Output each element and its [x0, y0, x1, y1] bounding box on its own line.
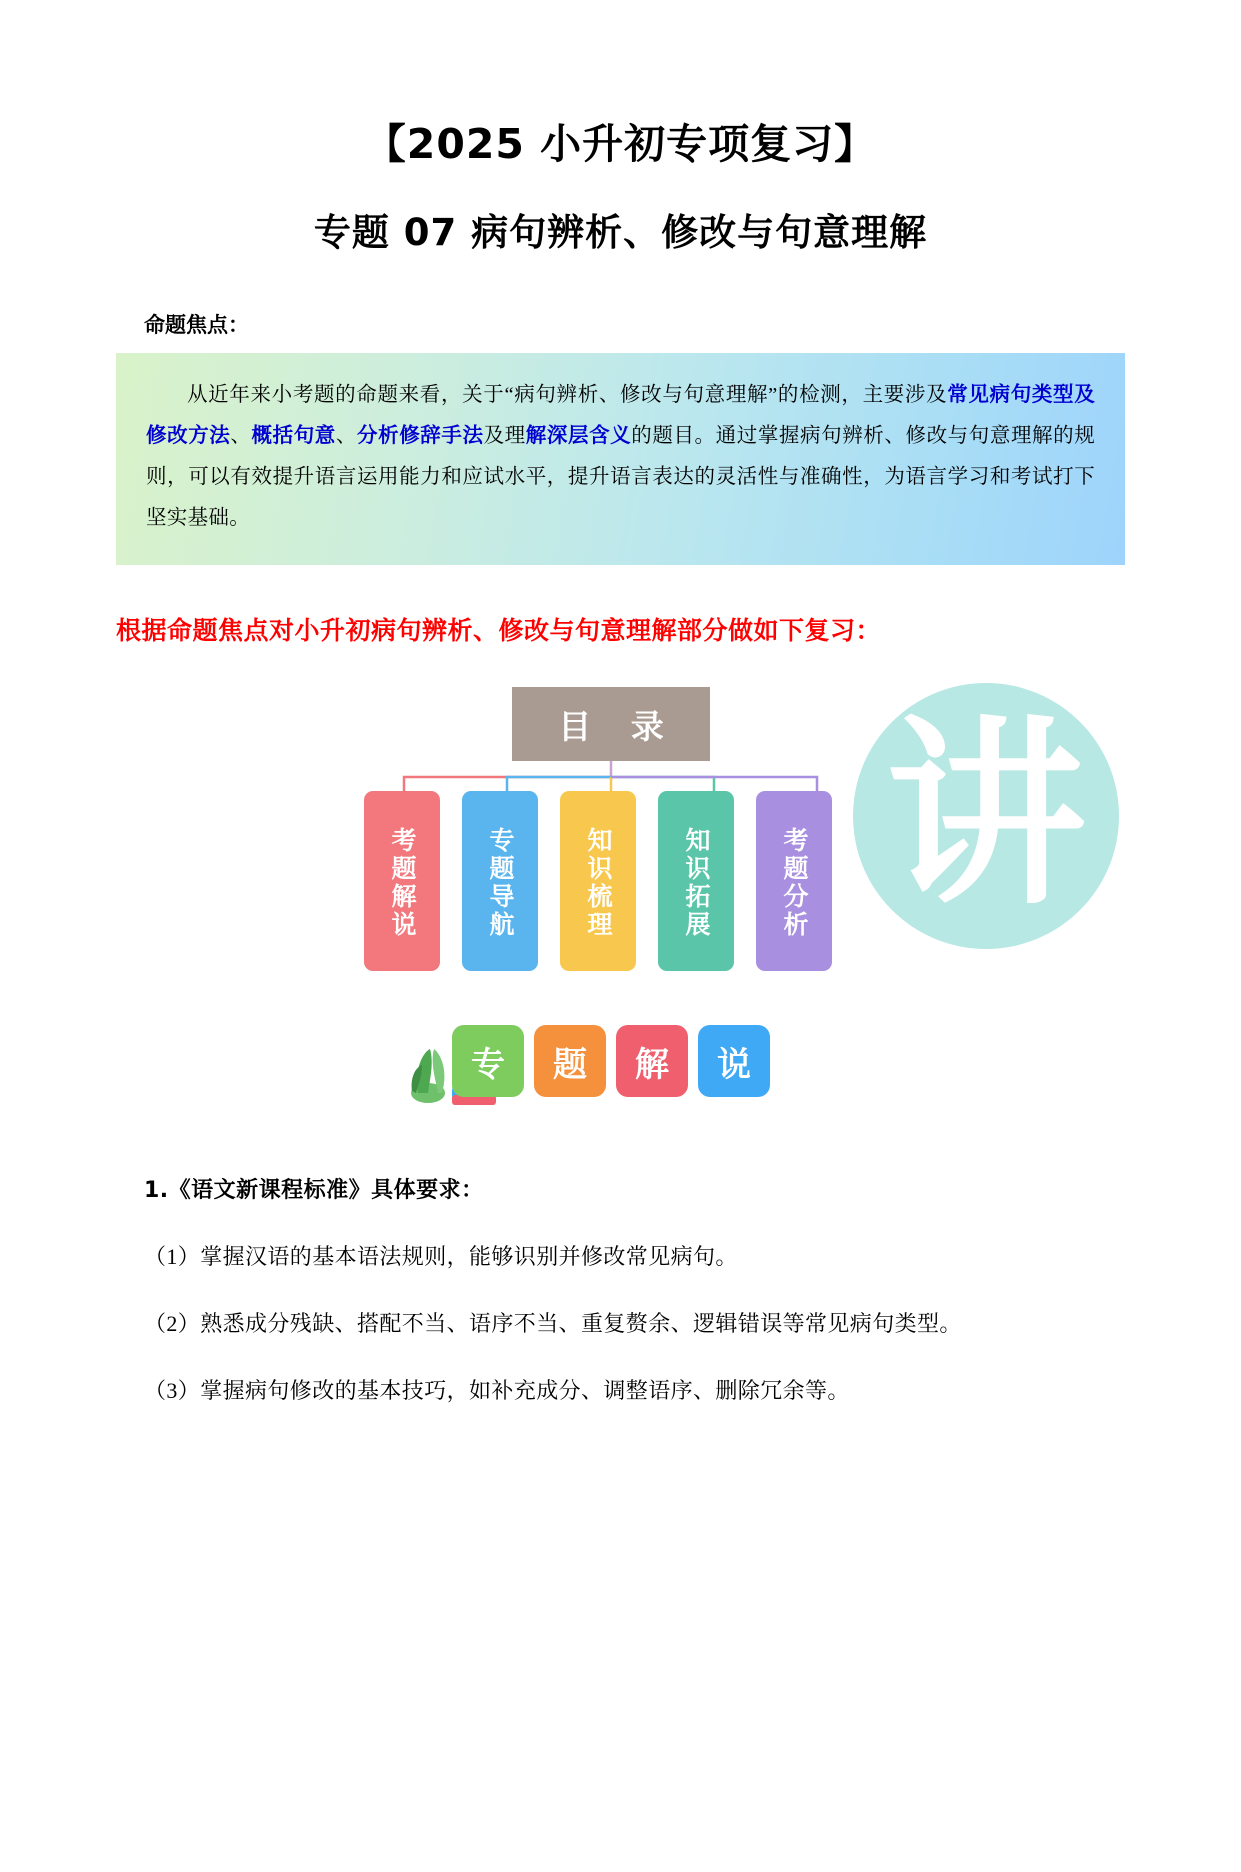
- red-note: 根据命题焦点对小升初病句辨析、修改与句意理解部分做如下复习：: [116, 616, 882, 646]
- toc-item-label: 考题解说: [388, 827, 417, 940]
- banner-tiles: [452, 1025, 770, 1097]
- toc-item-label: 知识梳理: [584, 827, 613, 940]
- focus-paragraph: [146, 375, 1095, 539]
- focus-text-mid: 及理: [483, 425, 526, 448]
- toc-item-2[interactable]: [560, 791, 636, 971]
- document-page: [0, 118, 1241, 1872]
- toc-item-1[interactable]: [462, 791, 538, 971]
- banner-tile-0: [452, 1025, 524, 1097]
- toc-diagram: [116, 679, 1125, 1009]
- toc-item-0[interactable]: [364, 791, 440, 971]
- toc-item-label: 知识拓展: [682, 827, 711, 940]
- banner-tile-1: [534, 1025, 606, 1097]
- focus-sep-1: 、: [230, 425, 252, 448]
- toc-item-list: [364, 791, 832, 971]
- toc-header: 目 录: [512, 687, 710, 761]
- section-banner: [116, 1019, 1125, 1131]
- banner-tile-3: [698, 1025, 770, 1097]
- toc-watermark-text: 讲: [885, 699, 1086, 933]
- banner-tile-2: [616, 1025, 688, 1097]
- focus-highlight-1: 常见病句类型及修改方法: [146, 384, 1095, 448]
- banner-tile-char: 解: [635, 1044, 669, 1085]
- focus-text-part1: 从近年来小考题的命题来看，关于“病句辨析、修改与句意理解”的检测，主要涉及: [187, 384, 948, 407]
- requirement-item-1: （1）掌握汉语的基本语法规则，能够识别并修改常见病句。: [144, 1244, 738, 1270]
- toc-item-3[interactable]: [658, 791, 734, 971]
- page-title-main: 【2025 小升初专项复习】: [364, 120, 877, 168]
- focus-text-part2: 的题目。通过掌握病句辨析、修改与句意理解的规则，可以有效提升语言运用能力和应试水平，提升语言表达的灵活性与准确性，为语言学习和考试打下坚实基础。: [146, 425, 1096, 530]
- focus-highlight-3: 分析修辞手法: [357, 425, 484, 448]
- page-title-sub: 专题 07 病句辨析、修改与句意理解: [313, 211, 928, 255]
- banner-tile-char: 题: [553, 1044, 587, 1085]
- focus-highlight-4: 解深层含义: [525, 425, 632, 448]
- focus-sep-2: 、: [335, 425, 357, 448]
- toc-item-4[interactable]: [756, 791, 832, 971]
- banner-tile-char: 专: [471, 1044, 505, 1085]
- requirement-item-2: （2）熟悉成分残缺、搭配不当、语序不当、重复赘余、逻辑错误等常见病句类型。: [144, 1311, 962, 1337]
- focus-box: [116, 353, 1125, 565]
- toc-item-label: 考题分析: [780, 827, 809, 940]
- toc-item-label: 专题导航: [486, 827, 515, 940]
- focus-highlight-2: 概括句意: [251, 425, 336, 448]
- section-heading: 1.《语文新课程标准》具体要求：: [144, 1178, 484, 1204]
- focus-label: 命题焦点：: [144, 313, 249, 338]
- banner-tile-char: 说: [717, 1044, 751, 1085]
- requirement-item-3: （3）掌握病句修改的基本技巧，如补充成分、调整语序、删除冗余等。: [144, 1378, 850, 1404]
